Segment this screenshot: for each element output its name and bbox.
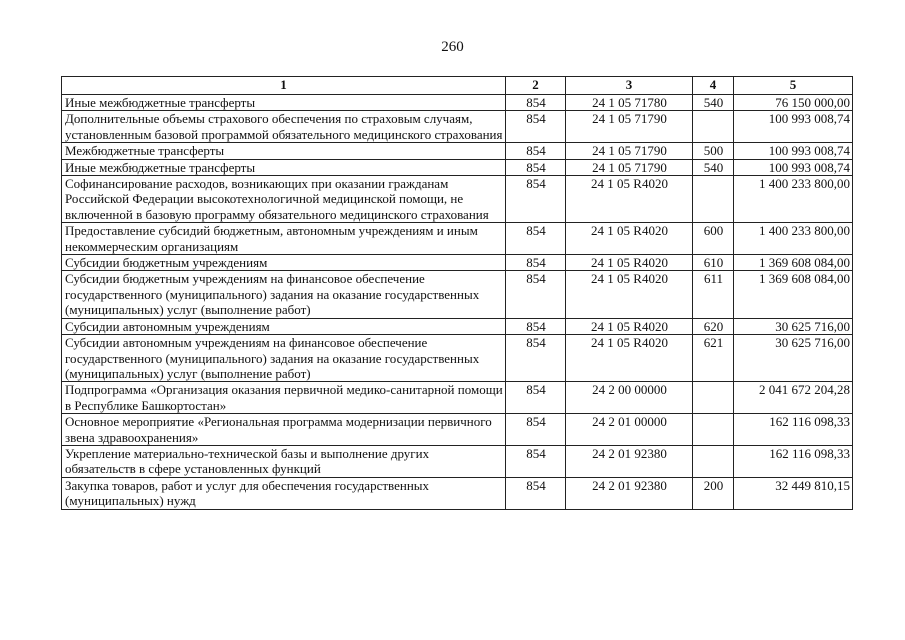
row-sum-cell: 1 400 233 800,00 [734,223,853,255]
row-csr-cell: 24 1 05 R4020 [566,335,693,382]
row-sum-cell: 32 449 810,15 [734,477,853,509]
row-sum-cell: 1 369 608 084,00 [734,271,853,318]
row-sum-cell: 162 116 098,33 [734,414,853,446]
row-sum-cell: 30 625 716,00 [734,318,853,334]
table-row [62,176,853,223]
row-vr-cell [693,176,734,223]
row-name-cell: Дополнительные объемы страхового обеспечения по страховым случаям, установленным базовой программой обязательного медицинского страхования [62,111,506,143]
row-csr-cell: 24 1 05 R4020 [566,176,693,223]
row-csr-cell: 24 1 05 R4020 [566,255,693,271]
table-row [62,255,853,271]
row-csr-cell: 24 1 05 71790 [566,143,693,159]
header-cell-csr: 3 [566,77,693,95]
table-body [62,95,853,510]
page-number: 260 [441,39,464,55]
row-vr-cell [693,111,734,143]
table-row [62,445,853,477]
table-row [62,382,853,414]
row-name-cell: Иные межбюджетные трансферты [62,95,506,111]
header-cell-ved: 2 [506,77,566,95]
table-row [62,223,853,255]
budget-table [61,76,853,510]
row-ved-cell: 854 [506,271,566,318]
table-row [62,318,853,334]
row-vr-cell: 621 [693,335,734,382]
row-ved-cell: 854 [506,445,566,477]
row-name-cell: Субсидии бюджетным учреждениям [62,255,506,271]
row-ved-cell: 854 [506,382,566,414]
header-cell-sum: 5 [734,77,853,95]
row-ved-cell: 854 [506,95,566,111]
row-name-cell: Субсидии бюджетным учреждениям на финансовое обеспечение государственного (муниципального) задания на оказание государственных (муниципальных) услуг (выполнение работ) [62,271,506,318]
header-cell-name: 1 [62,77,506,95]
table-row [62,477,853,509]
row-name-cell: Субсидии автономным учреждениям на финансовое обеспечение государственного (муниципального) задания на оказание государственных (муниципальных) услуг (выполнение работ) [62,335,506,382]
row-ved-cell: 854 [506,143,566,159]
table-row [62,159,853,175]
row-sum-cell: 2 041 672 204,28 [734,382,853,414]
row-sum-cell: 100 993 008,74 [734,143,853,159]
row-csr-cell: 24 1 05 R4020 [566,318,693,334]
row-vr-cell [693,445,734,477]
row-vr-cell: 620 [693,318,734,334]
row-csr-cell: 24 1 05 71790 [566,159,693,175]
row-ved-cell: 854 [506,414,566,446]
table-row [62,271,853,318]
row-vr-cell: 540 [693,95,734,111]
table-row [62,414,853,446]
row-name-cell: Основное мероприятие «Региональная программа модернизации первичного звена здравоохранения» [62,414,506,446]
row-ved-cell: 854 [506,477,566,509]
row-csr-cell: 24 2 00 00000 [566,382,693,414]
row-csr-cell: 24 2 01 92380 [566,477,693,509]
row-sum-cell: 1 369 608 084,00 [734,255,853,271]
row-name-cell: Укрепление материально-технической базы и выполнение других обязательств в сфере установленных функций [62,445,506,477]
row-name-cell: Субсидии автономным учреждениям [62,318,506,334]
row-ved-cell: 854 [506,318,566,334]
row-vr-cell: 610 [693,255,734,271]
row-vr-cell [693,414,734,446]
header-row [62,77,853,95]
row-vr-cell: 500 [693,143,734,159]
row-csr-cell: 24 1 05 71790 [566,111,693,143]
row-name-cell: Межбюджетные трансферты [62,143,506,159]
table-row [62,111,853,143]
row-vr-cell [693,382,734,414]
row-name-cell: Закупка товаров, работ и услуг для обеспечения государственных (муниципальных) нужд [62,477,506,509]
row-ved-cell: 854 [506,223,566,255]
row-vr-cell: 540 [693,159,734,175]
row-csr-cell: 24 2 01 00000 [566,414,693,446]
table-row [62,95,853,111]
row-sum-cell: 100 993 008,74 [734,111,853,143]
row-ved-cell: 854 [506,159,566,175]
table-row [62,143,853,159]
row-csr-cell: 24 1 05 R4020 [566,223,693,255]
row-ved-cell: 854 [506,176,566,223]
row-vr-cell: 200 [693,477,734,509]
row-ved-cell: 854 [506,111,566,143]
row-name-cell: Предоставление субсидий бюджетным, автономным учреждениям и иным некоммерческим организациям [62,223,506,255]
row-csr-cell: 24 2 01 92380 [566,445,693,477]
row-name-cell: Софинансирование расходов, возникающих при оказании гражданам Российской Федерации высокотехнологичной медицинской помощи, не включенной в базовую программу обязательного медицинского страхования [62,176,506,223]
row-vr-cell: 611 [693,271,734,318]
row-name-cell: Подпрограмма «Организация оказания первичной медико-санитарной помощи в Республике Башкортостан» [62,382,506,414]
header-cell-vr: 4 [693,77,734,95]
row-sum-cell: 1 400 233 800,00 [734,176,853,223]
row-csr-cell: 24 1 05 R4020 [566,271,693,318]
row-sum-cell: 76 150 000,00 [734,95,853,111]
row-sum-cell: 100 993 008,74 [734,159,853,175]
row-vr-cell: 600 [693,223,734,255]
row-ved-cell: 854 [506,255,566,271]
row-ved-cell: 854 [506,335,566,382]
row-sum-cell: 30 625 716,00 [734,335,853,382]
row-csr-cell: 24 1 05 71780 [566,95,693,111]
row-name-cell: Иные межбюджетные трансферты [62,159,506,175]
table-row [62,335,853,382]
row-sum-cell: 162 116 098,33 [734,445,853,477]
